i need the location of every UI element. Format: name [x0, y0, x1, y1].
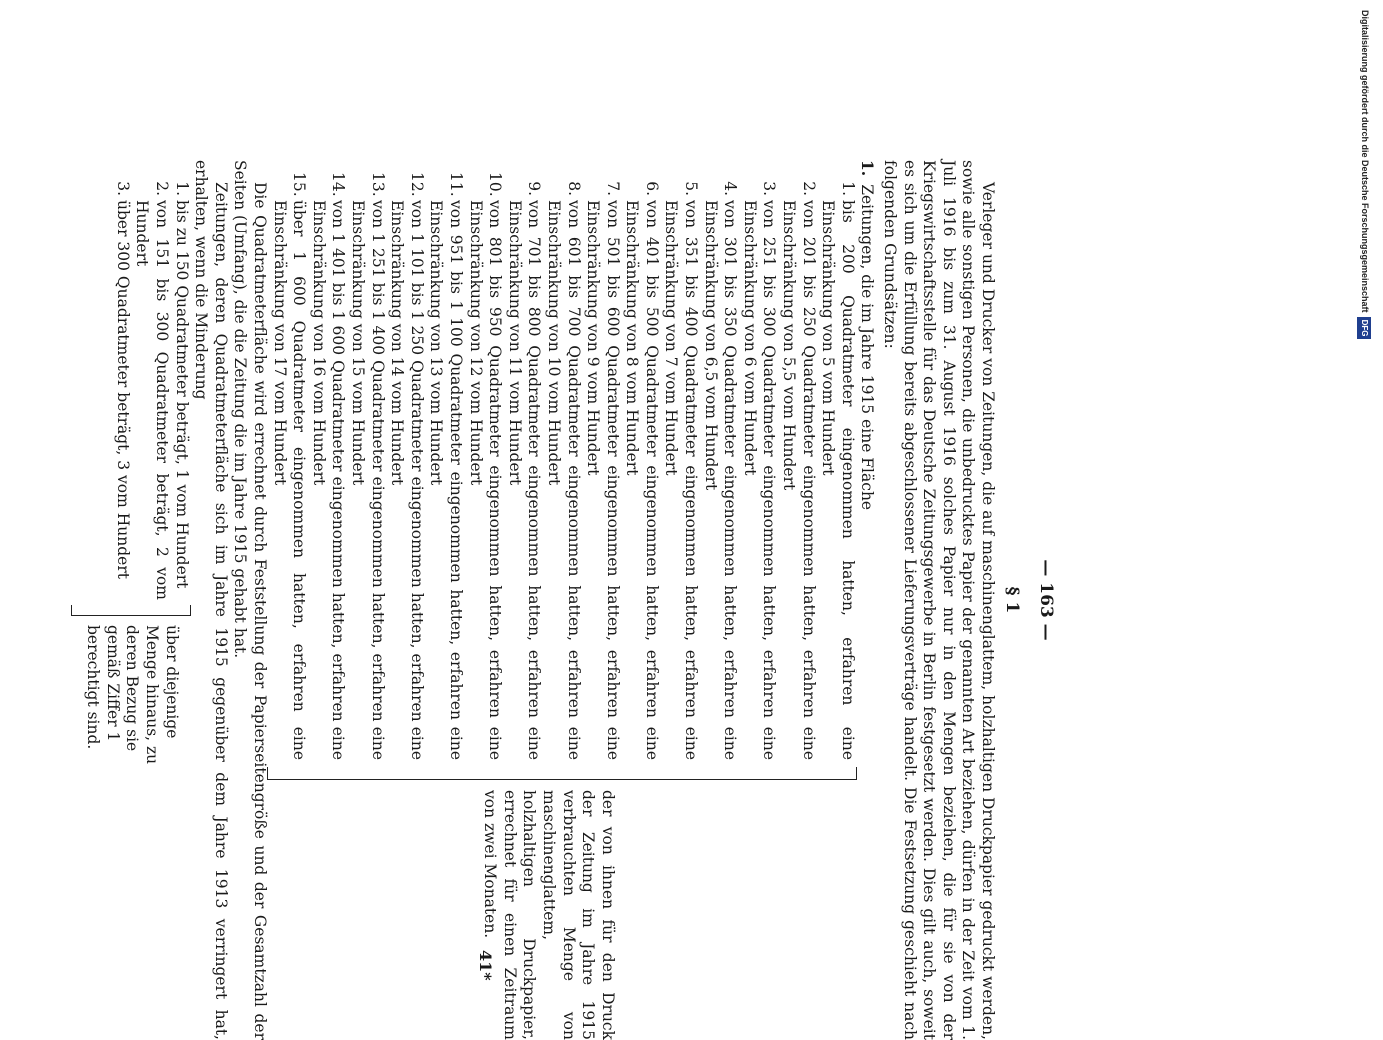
signature-mark: 41*	[476, 950, 495, 981]
part2-list	[112, 160, 190, 600]
item-text: von 1 101 bis 1 250 Quadratmeter eingenommen hatten, erfahren eine Einschränkung von 14 vom Hundert	[388, 200, 426, 760]
item-number: 14.	[329, 172, 348, 197]
item-text: von 601 bis 700 Quadratmeter eingenommen hatten, erfahren eine Einschränkung von 10 vom Hundert	[544, 200, 583, 760]
item-text: von 951 bis 1 100 Quadratmeter eingenommen hatten, erfahren eine Einschränkung von 13 vom Hundert	[427, 200, 465, 760]
part1-bracket-note: der von ihnen für den Druck der Zeitung im Jahre 1915 verbrauchten Menge von maschinenglattem, holzhaltigen Druckpapier, errechnet für einen Zeitraum von zwei Monaten.	[481, 790, 617, 1040]
item-text: über 1 600 Quadratmeter eingenommen hatten, erfahren eine Einschränkung von 17 vom Hundert	[270, 200, 309, 760]
list-item	[269, 160, 308, 760]
list-item	[818, 160, 857, 760]
intro-paragraph: Verleger und Drucker von Zeitungen, die auf maschinenglattem, holzhaltigen Druckpapier gedruckt werden, sowie alle sonstigen Personen, die unbedrucktes Papier der genannten Art beziehen, dürfen in der Zeit vom 1. Juli 1916 bis zum 31. August 1916 solches Papier nur in den Mengen beziehen, die für sie von der Kriegswirtschaftsstelle für das Deutsche Zeitungsgewerbe in Berlin festgesetzt werden. Dies gilt auch, soweit es sich um die Erfüllung bereits abgeschlossener Lieferungsverträge handelt. Die Festsetzung geschieht nach folgenden Grundsätzen:	[881, 160, 997, 1040]
area-paragraph: Die Quadratmeterfläche wird errechnet durch Feststellung der Papierseitengröße und der Gesamtzahl der Seiten (Umfang), die die Zeitung die im Jahre 1915 gehabt hat.	[231, 160, 270, 1040]
item-text: von 801 bis 950 Quadratmeter eingenommen hatten, erfahren eine Einschränkung von 12 vom Hundert	[466, 200, 505, 760]
list-item	[583, 160, 622, 760]
list-item	[661, 160, 700, 760]
part2-bracket-note: über diejenige Menge hinaus, zu deren Bezug sie gemäß Ziffer 1 berechtigt sind.	[84, 625, 181, 765]
list-item	[112, 160, 132, 600]
part2-block	[84, 160, 191, 1040]
item-number: 1.	[172, 181, 191, 196]
part1-heading	[857, 160, 878, 1040]
list-item	[504, 160, 543, 760]
reduction-paragraph: Zeitungen, deren Quadratmeterfläche sich im Jahre 1915 gegenüber dem Jahre 1913 verringert hat, erhalten, wenn die Minderung	[192, 160, 230, 1040]
item-text: von 401 bis 500 Quadratmeter eingenommen hatten, erfahren eine Einschränkung von 8 vom Hundert	[623, 200, 661, 760]
item-number: 13.	[368, 172, 387, 197]
item-number: 4.	[721, 181, 740, 196]
dfg-credit	[1358, 10, 1372, 390]
part1-number: 1.	[858, 160, 878, 177]
rotated-document-page	[84, 160, 1056, 1040]
item-number: 8.	[564, 181, 583, 196]
item-text: bis 200 Quadratmeter eingenommen hatten, erfahren eine Einschränkung von 5 vom Hundert	[819, 200, 857, 760]
item-number: 7.	[603, 181, 622, 196]
list-item	[465, 160, 504, 760]
list-item	[700, 160, 739, 760]
list-item	[426, 160, 465, 760]
item-number: 1.	[838, 181, 857, 196]
item-text: von 1 251 bis 1 400 Quadratmeter eingenommen hatten, erfahren eine Einschränkung von 15 vom Hundert	[349, 200, 387, 760]
document-body	[84, 160, 997, 1040]
item-number: 2.	[799, 181, 818, 196]
list-item	[347, 160, 386, 760]
list-item	[308, 160, 347, 760]
item-number: 15.	[290, 172, 309, 197]
item-text: von 201 bis 250 Quadratmeter eingenommen hatten, erfahren eine Einschränkung von 5,5 vom Hundert	[780, 200, 818, 760]
part1-block	[269, 160, 857, 1040]
dfg-credit-strip	[1358, 10, 1372, 390]
item-text: über 300 Quadratmeter beträgt, 3 vom Hundert	[113, 200, 132, 579]
item-number: 3.	[113, 181, 132, 196]
item-number: 6.	[642, 181, 661, 196]
item-text: von 501 bis 600 Quadratmeter eingenommen hatten, erfahren eine Einschränkung von 9 vom Hundert	[584, 200, 622, 760]
item-number: 5.	[682, 181, 701, 196]
list-item	[132, 160, 171, 600]
item-text: von 1 401 bis 1 600 Quadratmeter eingenommen hatten, erfahren eine Einschränkung von 16 vom Hundert	[309, 200, 348, 760]
item-text: von 151 bis 300 Quadratmeter beträgt, 2 vom Hundert	[133, 200, 172, 600]
part1-list	[269, 160, 857, 760]
item-text: von 301 bis 350 Quadratmeter eingenommen hatten, erfahren eine Einschränkung von 6,5 vom Hundert	[701, 200, 740, 760]
list-item	[543, 160, 582, 760]
list-item	[778, 160, 817, 760]
item-text: bis zu 150 Quadratmeter beträgt, 1 vom Hundert	[172, 200, 191, 589]
list-item	[387, 160, 426, 760]
item-number: 9.	[525, 181, 544, 196]
dfg-logo-icon: DFG	[1357, 317, 1371, 340]
item-text: von 351 bis 400 Quadratmeter eingenommen hatten, erfahren eine Einschränkung von 7 vom Hundert	[662, 200, 701, 760]
part1-lead: Zeitungen, die im Jahre 1915 eine Fläche	[858, 184, 877, 511]
item-number: 11.	[446, 172, 465, 197]
list-item	[171, 160, 191, 600]
item-text: von 701 bis 800 Quadratmeter eingenommen hatten, erfahren eine Einschränkung von 11 vom Hundert	[505, 200, 544, 760]
item-number: 12.	[407, 172, 426, 197]
dfg-credit-text: Digitalisierung gefördert durch die Deutsche Forschungsgemeinschaft	[1360, 10, 1370, 313]
page-number: — 163 —	[1036, 559, 1056, 641]
section-title: § 1	[1002, 586, 1022, 614]
item-number: 2.	[153, 181, 172, 196]
item-text: von 251 bis 300 Quadratmeter eingenommen hatten, erfahren eine Einschränkung von 6 vom Hundert	[740, 200, 779, 760]
item-number: 10.	[486, 172, 505, 197]
list-item	[739, 160, 778, 760]
list-item	[622, 160, 661, 760]
item-number: 3.	[760, 181, 779, 196]
part1-brace	[267, 767, 857, 780]
part2-brace	[71, 605, 191, 616]
